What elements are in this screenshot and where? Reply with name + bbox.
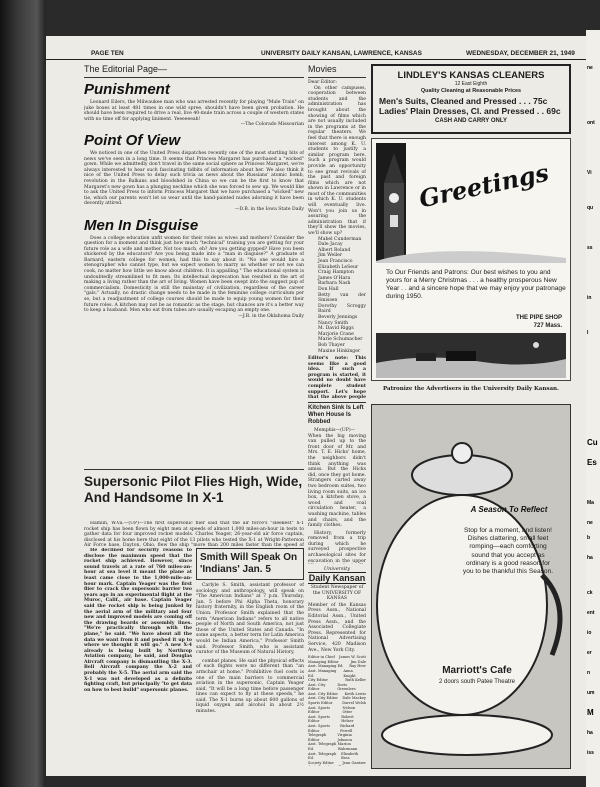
signer-name: M. David Riggs	[318, 326, 354, 332]
staff-person: Anna Knight	[343, 668, 356, 678]
masthead-name: Daily Kansan	[308, 573, 366, 583]
staff-person: Jean Gantzer	[342, 760, 366, 765]
movies-title: Movies	[308, 64, 366, 78]
staff-row	[308, 715, 366, 724]
marriott-heading: A Season To Reflect	[470, 505, 548, 514]
staff-person: Richard Ferrell	[340, 724, 355, 733]
signer-name: Craig Hampton	[318, 270, 354, 276]
strip-fragment: er	[587, 650, 592, 656]
point-of-view-body: We noticed in one of the United Press dispatches recently one of the most startling bits of news we've seen in a long time. It seems that Princess Margaret has purchased a "wicked" gown. While we admittedly don't travel in the same social sphere as Princess Margaret, we're always interested to hear such fascinating tidbits of information about her. We also think it nice of the United Press to delay such trivia as news about the Russians' atomic bomb, revolution in the Balkans and bloodshed in China so we can be the first to know that Margaret's new gown has a plunging neckline which she was forced to sew up. We would like to ask the United Press to inform Princess Margaret that we have purchased a "wicked" new tie, which our parents won't let us wear until the hand-painted nudes adorning it have been decently attired.	[84, 150, 304, 207]
staff-role	[308, 765, 339, 766]
strip-fragment: ck	[587, 590, 593, 596]
signer-name: Jean Francisco	[318, 259, 353, 264]
strip-fragment: ss	[587, 245, 593, 251]
staff-person: Ruth Keller	[345, 678, 366, 683]
signer-name: James O'Hara	[318, 275, 351, 281]
staff-role: Asst. Telegraph Ed.	[308, 742, 337, 751]
strip-fragment: iss	[587, 750, 594, 756]
strip-fragment: ha	[587, 730, 593, 736]
supersonic-lead	[84, 521, 304, 547]
staff-role: Editor in Chief	[308, 655, 335, 660]
editorial-section-title: The Editorial Page—	[84, 64, 304, 78]
strip-fragment: in	[587, 295, 592, 301]
lindley-address: 12 East Eighth	[454, 81, 488, 87]
greetings-script: Greetings	[416, 157, 552, 214]
staff-person: Elizabeth Bess	[341, 751, 359, 761]
staff-row	[308, 724, 366, 733]
staff-role: Telegraph Editor	[308, 733, 327, 742]
staff-person: Keith Lewis	[344, 691, 366, 696]
strip-fragment: n	[587, 670, 591, 676]
strip-fragment: um	[587, 690, 595, 696]
staff-role: Asst. City Editor	[308, 682, 326, 692]
strip-fragment: ont	[587, 120, 595, 126]
movies-body: On other campuses, cooperation between students and the administration has brought about the showing of films which are not usually included in the programs at the regular theaters. We feel that there is enough interest among K. U. students to justify a similar program here. Such a program would provide an opportunity to see great revivals of the past and foreign films which are not shown in Lawrence or in most of the communities in which K. U. students will eventually live. Won't you join us in assuring the administration that if they'll show the movies, we'll show up?	[308, 85, 366, 237]
masthead-staff	[308, 655, 366, 766]
signer-name: Barbara Nash	[318, 281, 351, 287]
strip-fragment: ne	[587, 65, 593, 71]
signer-name: Marie Schumacher	[318, 337, 363, 343]
sleigh-scene-image	[376, 333, 566, 378]
staff-person: Jim Dale	[350, 659, 366, 664]
staff-row	[308, 733, 366, 742]
history-body: History, formerly removed from a trip during which he surveyed prospective archaeological sites for excavation in the upper	[308, 530, 366, 564]
staff-row	[308, 765, 366, 766]
movies-editor-note: Editor's note: This seems like a good idea. If such a program is started, it would no doubt have complete student support. Let's hope that the above people	[308, 356, 366, 399]
supersonic-headline: Supersonic Pilot Flies High, Wide, And Handsome In X-1	[84, 474, 303, 505]
staff-person: James W. Scott	[339, 655, 366, 660]
signer-name: Dorothy Scroggy Baird	[318, 303, 366, 315]
supersonic-lead-text: Hamlin, W.Va.—(UP)—The first supersonic flier said that the air force's "sleekest" X-1 rocket ship has been flown by eight men at speeds of almost 1,000 miles-an-hour in tests to gather data for four improved rocket models. Charles Yeager, 26-year-old air force captain, disclosed at his home here that eight of the 13 pilots who tested the X-1 at Wright-Patterson Air Force base, Dayton, Ohio, flew the ship "more than 200 miles faster than the speed of	[84, 521, 304, 547]
signer-name: Jim Weiler	[318, 253, 343, 259]
signer-name: Beverly Jennings	[318, 314, 358, 320]
masthead	[308, 566, 366, 766]
staff-role: Asst. Telegraph Ed.	[308, 751, 337, 761]
signer-name: Betty van der Smissen	[318, 292, 366, 304]
kitchen-sink-column	[308, 402, 366, 564]
staff-row	[308, 742, 366, 751]
marriott-body: Stop for a moment, and listen! Dishes clattering, small feet romping—each comforting sound that you accept as ordinary is a good reason for you to be thankful this Season.	[462, 527, 554, 576]
strip-fragment: Cu	[587, 438, 598, 447]
smith-headline: Smith Will Speak On 'Indians' Jan. 5	[196, 548, 304, 580]
lindley-line2: Ladies' Plain Dresses, Cl. and Pressed . . 69c	[379, 106, 561, 116]
smith-body: Carlyle S. Smith, assistant professor of sociology and anthropology, will speak on "The American Indians" at 7 p.m. Thursday, Jan. 5 before Phi Alpha Theta, honorary history fraternity, in the English room of the Union. Professor Smith explained that the term "American Indians" refers to all native people of North and South America, not just those of the United States and Canada. "In some aspects, a better term for Latin America would be Indian America," Professor Smith said. Professor Smith, who is assistant curator of the Museum of Natural History,	[196, 583, 304, 656]
strip-fragment: qu	[587, 205, 594, 211]
supersonic-body-column	[84, 548, 192, 766]
signer-name: Elizabeth LeSeur	[318, 264, 359, 270]
newspaper-page	[46, 36, 589, 776]
staff-role: Asst. Managing Ed.	[308, 664, 344, 669]
greetings-shop-name: THE PIPE SHOP	[515, 315, 562, 321]
paper-name: UNIVERSITY DAILY KANSAN, LAWRENCE, KANSAS	[261, 50, 422, 57]
marriott-address: 2 doors south Patee Theatre	[439, 679, 515, 685]
strip-fragment: ent	[587, 610, 595, 616]
punishment-source: —The Colorado Missourian	[240, 122, 304, 128]
staff-person: Darrel Welsh	[342, 701, 366, 706]
teapot-illustration	[372, 405, 571, 769]
staff-person: Marion Wahrmann	[337, 742, 358, 751]
strip-fragment: ne	[587, 520, 593, 526]
movies-signers	[308, 237, 366, 354]
staff-person: Doris Greenlees	[337, 682, 356, 692]
lindley-cleaners-ad	[371, 64, 571, 134]
men-in-disguise-headline: Men In Disguise	[84, 216, 199, 234]
point-of-view-headline: Point Of View	[84, 131, 181, 149]
pipe-shop-greetings-ad	[371, 138, 571, 381]
staff-role: Asst. City Editor	[308, 696, 338, 701]
punishment-headline: Punishment	[84, 81, 170, 98]
signer-name: Dale Jacay	[318, 242, 343, 248]
lindley-footer: CASH AND CARRY ONLY	[435, 118, 507, 124]
point-of-view-source: —D.B. in the Iowa State Daily	[234, 206, 304, 212]
editorial-column	[84, 64, 304, 464]
kitchen-sink-body: Memphis—(UP)—When the big moving van pulled up to the front door of Mr. and Mrs. T. E. Hicks' home, the neighbors didn't think anything was amiss. But the Hicks did, once they got home. Strangers carted away two bedroom suites, two living room suits, an ice box, a kitchen stove, a wood and coal circulation heater, a washing machine, tables and chairs, and the family clothes.	[308, 428, 366, 529]
staff-role: Society Editor	[308, 760, 334, 765]
masthead-subtitle: Student Newspaper of the UNIVERSITY OF KANSAS	[310, 585, 364, 602]
staff-row	[308, 752, 366, 761]
strip-fragment: Es	[587, 458, 597, 467]
masthead-member: Member of the Kansas Press Assn., National Editorial Assn., United Press Assn., and the Associated Collegiate Press. Represented for National Advertising Service, 420 Madison Ave., New York City.	[308, 602, 366, 653]
greetings-message: To Our Friends and Patrons: Our best wishes to you and yours for a Merry Christmas . . . a healthy prosperous New Year . . and a sincere hope that we may enjoy your patronage during 1950.	[386, 269, 566, 300]
supersonic-headline-block	[84, 469, 304, 519]
staff-person	[339, 765, 366, 766]
staff-row	[308, 683, 366, 692]
strip-fragment: io	[587, 630, 592, 636]
issue-date: WEDNESDAY, DECEMBER 21, 1949	[466, 50, 575, 57]
men-in-disguise-source: —J.R. in the Oklahoma Daily	[238, 313, 304, 319]
staff-role: Managing Editor	[308, 659, 339, 664]
staff-role: Asst. Managing Ed.	[308, 668, 337, 678]
patronize-banner: Patronize the Advertisers in the University Daily Kansan.	[383, 386, 559, 392]
staff-person: Robert Helzer	[341, 714, 354, 724]
adjacent-page-strip	[586, 30, 600, 787]
staff-role: City Editor	[308, 678, 328, 683]
smith-body-continued: combat planes. He said the physical effects of each flights were no different than "an armchair at home." Prohibitive fuel costs is one of the main barriers to commercial aviation in the supersonic, Captain Yeager said. "It will be a long time before passenger lines can expect to fly at these speeds," he said. The X-1 burns up about 600 gallons of liquid oxygen and alcohol in about 2½ minutes.	[196, 658, 304, 715]
signer-name: Bob Thayer	[318, 342, 345, 348]
greetings-shop-address: 727 Mass.	[533, 323, 562, 329]
strip-fragment: b	[587, 535, 591, 541]
book-binding	[0, 0, 46, 787]
marriott-name: Marriott's Cafe	[442, 665, 512, 676]
masthead-university: University	[323, 566, 351, 572]
signer-name: Marjorie Crane	[318, 331, 354, 337]
page-header	[46, 48, 586, 60]
page-number: PAGE TEN	[91, 50, 124, 57]
staff-row	[308, 706, 366, 715]
strip-fragment: Vi	[587, 170, 592, 176]
staff-role: Asst. City Editor	[308, 691, 338, 696]
lindley-title: LINDLEY'S KANSAS CLEANERS	[397, 70, 545, 81]
signer-name: Nancy Smith	[318, 320, 349, 326]
greetings-illustration	[376, 143, 566, 263]
staff-role: Asst. Sports Editor	[308, 714, 330, 724]
staff-row	[308, 669, 366, 678]
lindley-tagline: Quality Cleaning at Reasonable Prices	[420, 88, 522, 94]
staff-person: Virginia Johnson	[337, 733, 352, 742]
staff-person: Nelson Otter	[342, 705, 356, 715]
signer-name: Maxine Hinkinger	[318, 348, 361, 354]
strip-fragment: ha	[587, 555, 593, 561]
signer-name: Mabel Cunderman	[318, 236, 362, 242]
lindley-line1: Men's Suits, Cleaned and Pressed . . . 75c	[379, 96, 548, 106]
movies-salutation: Dear Editor:	[308, 80, 337, 85]
staff-role: Sports Editor	[308, 701, 333, 706]
marriott-cafe-ad	[371, 404, 571, 769]
movies-column	[308, 64, 366, 399]
smith-column	[196, 548, 304, 766]
staff-person: Dale Mackey	[342, 696, 366, 701]
men-in-disguise-body: Does a college education unfit women for their roles as wives and mothers? Consider the question for a moment and think just how much "technical" training you are getting for your future role as a wife and mother. Not too much, eh? Are you getting gypped? Have you been shickered by the educators? Are you being made into a "man in disguise?" A graduate of Barnard, eastern college for women, had this to say about it: "No one would hire a stenographer who cannot type, but we expect women to marry us whether or not we can cook, no matter how little we know about children. It is appalling." The educational system is undoubtedly streamlined to fit men. Its intellectual deprecation has resulted in the art of making a living rather than the art of living. Women have been swept into the suggest pup of commercialism. Domesticity is still the mainstay of civilization, regardless of the career "gals." Actually, no drastic change needs to be made in the feminine college curriculum per se, but a readjustment of college courses should be made to equip young women for their future roles. A kitchen may not be as romantic as the stage, but chances are it's a better way to keep a husband. Men who eat from tubes are usually escaping an empty one.	[84, 235, 304, 314]
strip-fragment: I	[587, 330, 589, 336]
punishment-body: Leonard Eilers, the Milwaukee man who was arrested recently for playing "Mule Train" on juke boxes at least 481 times in one wild spree, shouldn't have been given probation. He should have been required to drive a real, live 40-mule train across a couple of western states with no time off for applying liniment. Yeeeeeeah!	[84, 100, 304, 122]
signer-name: Albert Roland	[318, 247, 351, 253]
supersonic-body: He declined for security reasons to disclose the maximum speed that the rocket ship achieved. However, since sound travels at a rate of 760 miles-an-hour at sea level it meant the plane at least came close to the 1,000-mile-an-hour mark. Captain Yeager was the first flier to crack the supersonic barrier two years ago in an experimental flight at the Muroc, Calif., air base. Captain Yeager said the rocket ship is being junked by the aerial arm of the military and four new and improved models are coming off the drawing boards or assembly lines. "We're practically through with the plane," he said. "We have about all the data we want from it and pushed it up to where we thought it will go." A new X-4 already is being built by Northrop Aviation company, he said, and Douglas Aircraft company is dismantling the X-3. Bell Aircraft company the X-2 and probably the X-5. The aerial arm said the X-1 was not developed as a definite fighting craft, but principally "to get data on how to best build" supersonic planes.	[84, 548, 192, 693]
strip-fragment: M	[587, 708, 594, 717]
staff-person: Ray Herr	[349, 664, 366, 669]
signer-name: Don Hall	[318, 286, 339, 292]
staff-role: Asst. Sports Editor	[308, 724, 330, 733]
staff-role: Asst. Sports Editor	[308, 705, 330, 715]
kitchen-sink-headline: Kitchen Sink Is Left When House Is Robbed	[308, 402, 366, 426]
strip-fragment: Ma	[587, 500, 594, 506]
